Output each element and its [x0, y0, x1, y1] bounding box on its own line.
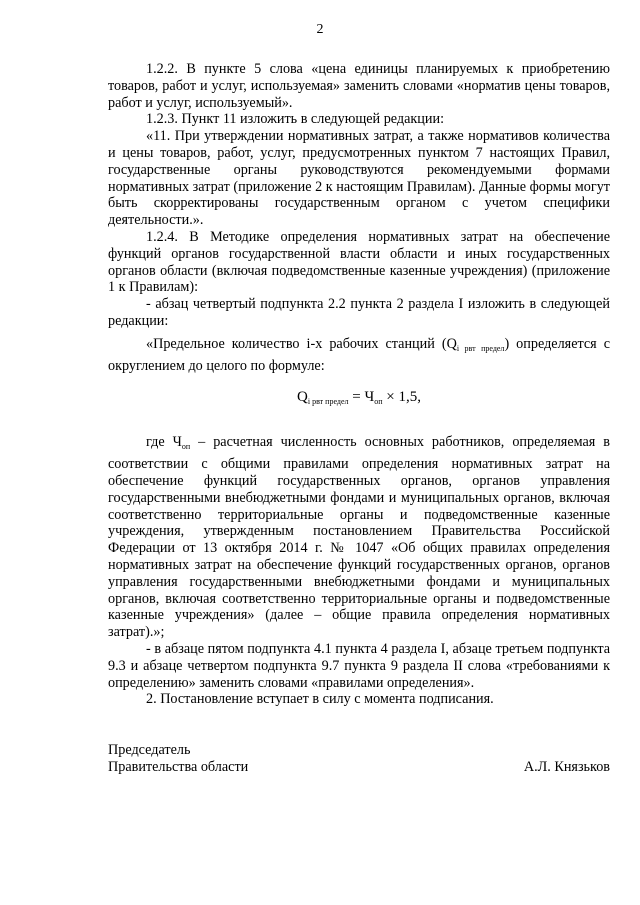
- paragraph-1-2-4: 1.2.4. В Методике определения нормативных затрат на обеспечение функций органов государственной власти области и иных государственных органов области (включая подведомственные казенные учреждения) (приложение 1 к Правилам):: [108, 228, 610, 296]
- paragraph-point-11: «11. При утверждении нормативных затрат, а также нормативов количества и цены товаров, работ, услуг, предусмотренных пунктом 7 настоящих Правил, государственные органы руководствуются рекомендуемыми формами нормативных затрат (приложение 2 к настоящим Правилам). Данные формы могут быть скорректированы государственным органом с учетом специфики деятельности.».: [108, 128, 610, 229]
- signature-row: [108, 759, 610, 776]
- where-ch-sub: оп: [181, 442, 191, 452]
- page-number: 2: [316, 22, 324, 37]
- formula-q: Q: [297, 389, 308, 406]
- formula-ch-sub: оп: [374, 397, 383, 407]
- paragraph-subpoint-2-2: - абзац четвертый подпункта 2.2 пункта 2 раздела I изложить в следующей редакции:: [108, 296, 610, 329]
- paragraph-subpoint-4-1: - в абзаце пятом подпункта 4.1 пункта 4 раздела I, абзаце третьем подпункта 9.3 и абзаце четвертом подпункта 9.7 пункта 9 раздела II слова «требованиями к определению» заменить словами «правилами определения».: [108, 640, 610, 691]
- signature-title-line-1: Председатель: [108, 742, 191, 758]
- signature-block: [108, 742, 610, 776]
- formula: [108, 387, 610, 412]
- paragraph-1-2-3: 1.2.3. Пункт 11 изложить в следующей редакции:: [146, 111, 445, 128]
- signature-name: А.Л. Князьков: [523, 759, 610, 775]
- paragraph-2-effective: 2. Постановление вступает в силу с момента подписания.: [146, 691, 494, 708]
- signature-title-line-2: Правительства области: [108, 759, 249, 775]
- formula-q-sub: i рвт предел: [307, 397, 349, 407]
- paragraph-formula-intro: [108, 336, 610, 375]
- formula-intro-before: «Предельное количество i-х рабочих станций (: [146, 335, 447, 352]
- formula-intro-after: ) определяется с округлением до целого по формуле:: [108, 335, 611, 374]
- inline-q-symbol: $Q_{i рвт предел}$: [446, 335, 505, 353]
- formula-times: ×: [386, 389, 395, 406]
- formula-factor: 1,5: [398, 389, 418, 406]
- formula-eq: =: [352, 389, 361, 406]
- formula-ch: Ч: [364, 389, 375, 406]
- where-lead: где: [146, 434, 165, 451]
- where-ch: Ч: [172, 434, 182, 451]
- formula-tail: ,: [417, 389, 421, 406]
- paragraph-where: [108, 434, 610, 641]
- document-body: [108, 61, 610, 708]
- where-text: – расчетная численность основных работников, определяемая в соответствии с общими правилами определения нормативных затрат на обеспечение функций государственных органов, органов управления государственными внебюджетными фондами и муниципальных органов, включая соответственно территориальные органы и подведомственные казенные учреждения, утвержденным постановлением Правительства Российской Федерации от 13 октября 2014 г. № 1047 «Об общих правилах определения нормативных затрат на обеспечение функций государственных органов, органов управления государственными внебюджетными фондами и муниципальных органов, включая соответственно территориальные органы и подведомственные казенные учреждения» (далее – общие правила определения нормативных затрат).»;: [108, 434, 611, 641]
- paragraph-1-2-2: 1.2.2. В пункте 5 слова «цена единицы планируемых к приобретению товаров, работ и услуг, используемая» заменить словами «норматив цены товаров, работ и услуг, используемый».: [108, 61, 610, 111]
